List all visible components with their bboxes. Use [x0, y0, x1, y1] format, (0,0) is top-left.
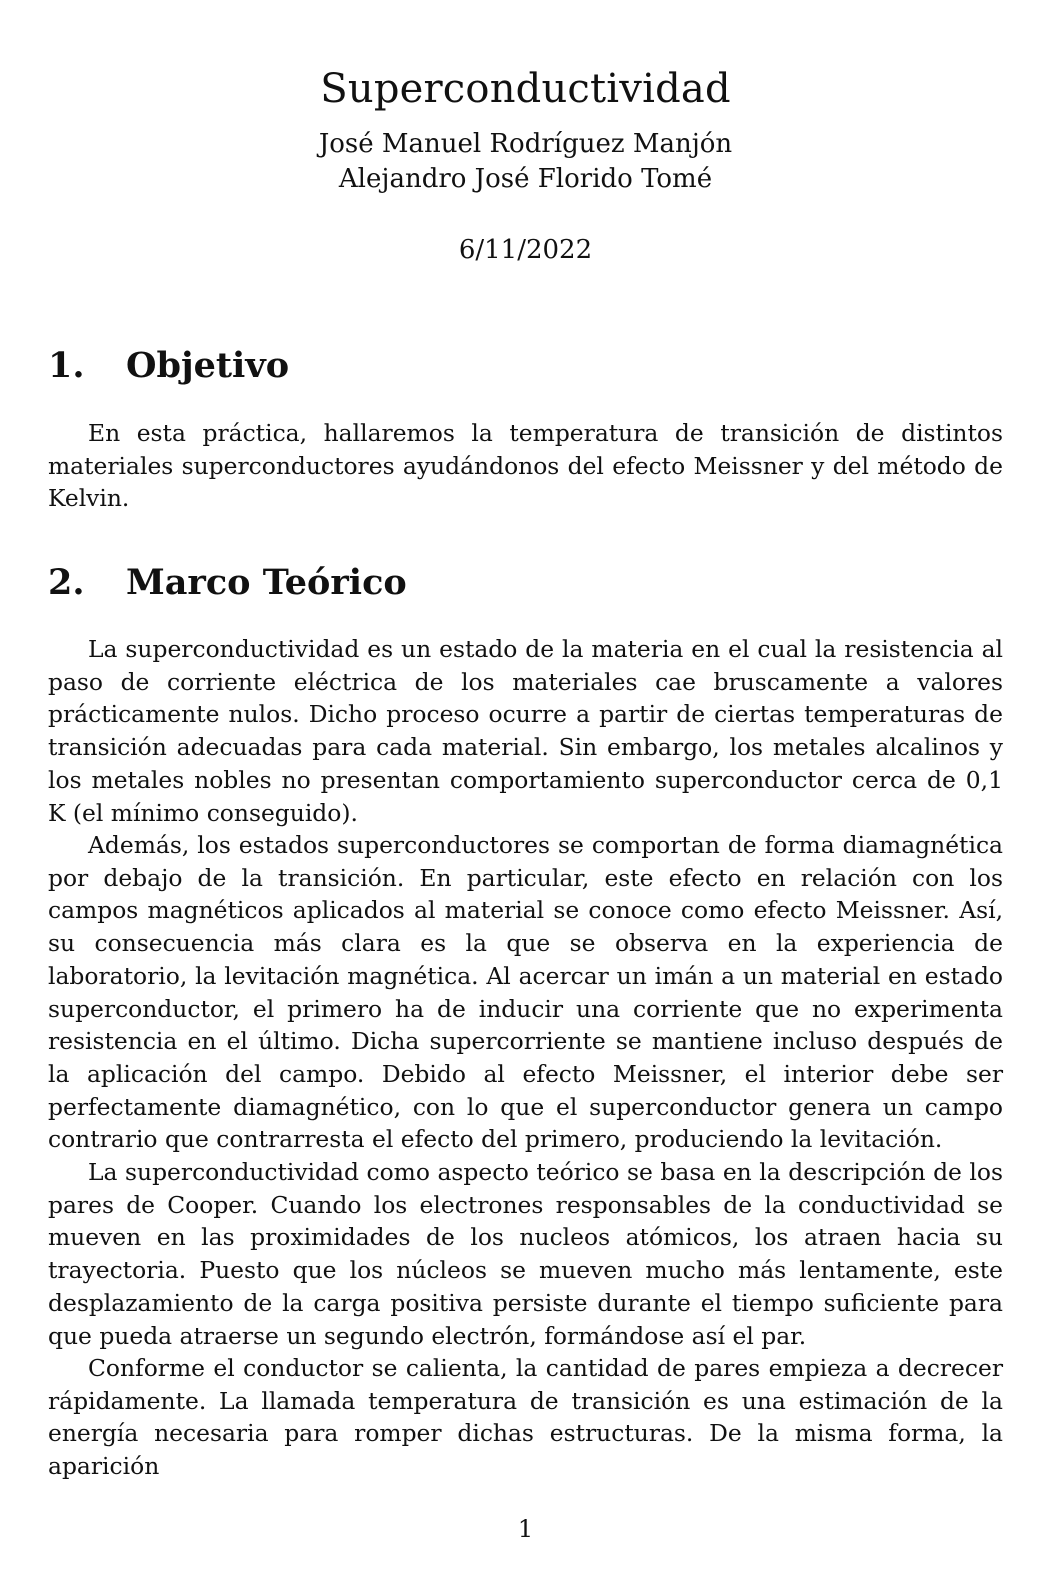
paragraph — [48, 1352, 1003, 1483]
paragraph — [48, 633, 1003, 829]
paragraph — [48, 1156, 1003, 1352]
document-page — [48, 0, 1003, 1587]
page-number: 1 — [517, 1515, 534, 1543]
paragraph-text: La superconductividad como aspecto teórico se basa en la descripción de los pares de Cooper. Cuando los electrones responsables de la conductividad se mueven en las proximidades de los nucleos atómicos, los atraen hacia su trayectoria. Puesto que los núcleos se mueven mucho más lentamente, este desplazamiento de la carga positiva persiste durante el tiempo suficiente para que pueda atraerse un segundo electrón, formándose así el par. — [48, 1158, 1003, 1350]
document-date: 6/11/2022 — [458, 235, 593, 265]
paragraph-text: Además, los estados superconductores se comportan de forma diamagnética por debajo de la transición. En particular, este efecto en relación con los campos magnéticos aplicados al material se conoce como efecto Meissner. Así, su consecuencia más clara es la que se observa en la experiencia de laboratorio, la levitación magnética. Al acercar un imán a un material en estado superconductor, el primero ha de inducir una corriente que no experimenta resistencia en el último. Dicha supercorriente se mantiene incluso después de la aplicación del campo. Debido al efecto Meissner, el interior debe ser perfectamente diamagnético, con lo que el superconductor genera un campo contrario que contrarresta el efecto del primero, produciendo la levitación. — [48, 831, 1003, 1154]
document-title: Superconductividad — [320, 65, 731, 112]
section-number: 1. — [48, 345, 85, 386]
paragraph-text: Conforme el conductor se calienta, la cantidad de pares empieza a decrecer rápidamente. La llamada temperatura de transición es una estimación de la energía necesaria para romper dichas estructuras. De la misma forma, la aparición — [48, 1354, 1003, 1481]
section-heading-marco-teorico — [48, 561, 1003, 605]
paragraph-text: La superconductividad es un estado de la materia en el cual la resistencia al paso de corriente eléctrica de los materiales cae bruscamente a valores prácticamente nulos. Dicho proceso ocurre a partir de ciertas temperaturas de transición adecuadas para cada material. Sin embargo, los metales alcalinos y los metales nobles no presentan comportamiento superconductor cerca de 0,1 K (el mínimo conseguido). — [48, 635, 1003, 827]
section-title: Objetivo — [126, 345, 290, 386]
author-name: Alejandro José Florido Tomé — [338, 164, 713, 194]
section-title: Marco Teórico — [126, 562, 407, 603]
paragraph — [48, 829, 1003, 1156]
paragraph-text: En esta práctica, hallaremos la temperatura de transición de distintos materiales superconductores ayudándonos del efecto Meissner y del método de Kelvin. — [48, 419, 1003, 513]
author-name: José Manuel Rodríguez Manjón — [318, 129, 733, 159]
section-number: 2. — [48, 562, 85, 603]
paragraph — [48, 417, 1003, 515]
section-heading-objetivo — [48, 344, 1003, 388]
author-list — [48, 127, 1003, 197]
